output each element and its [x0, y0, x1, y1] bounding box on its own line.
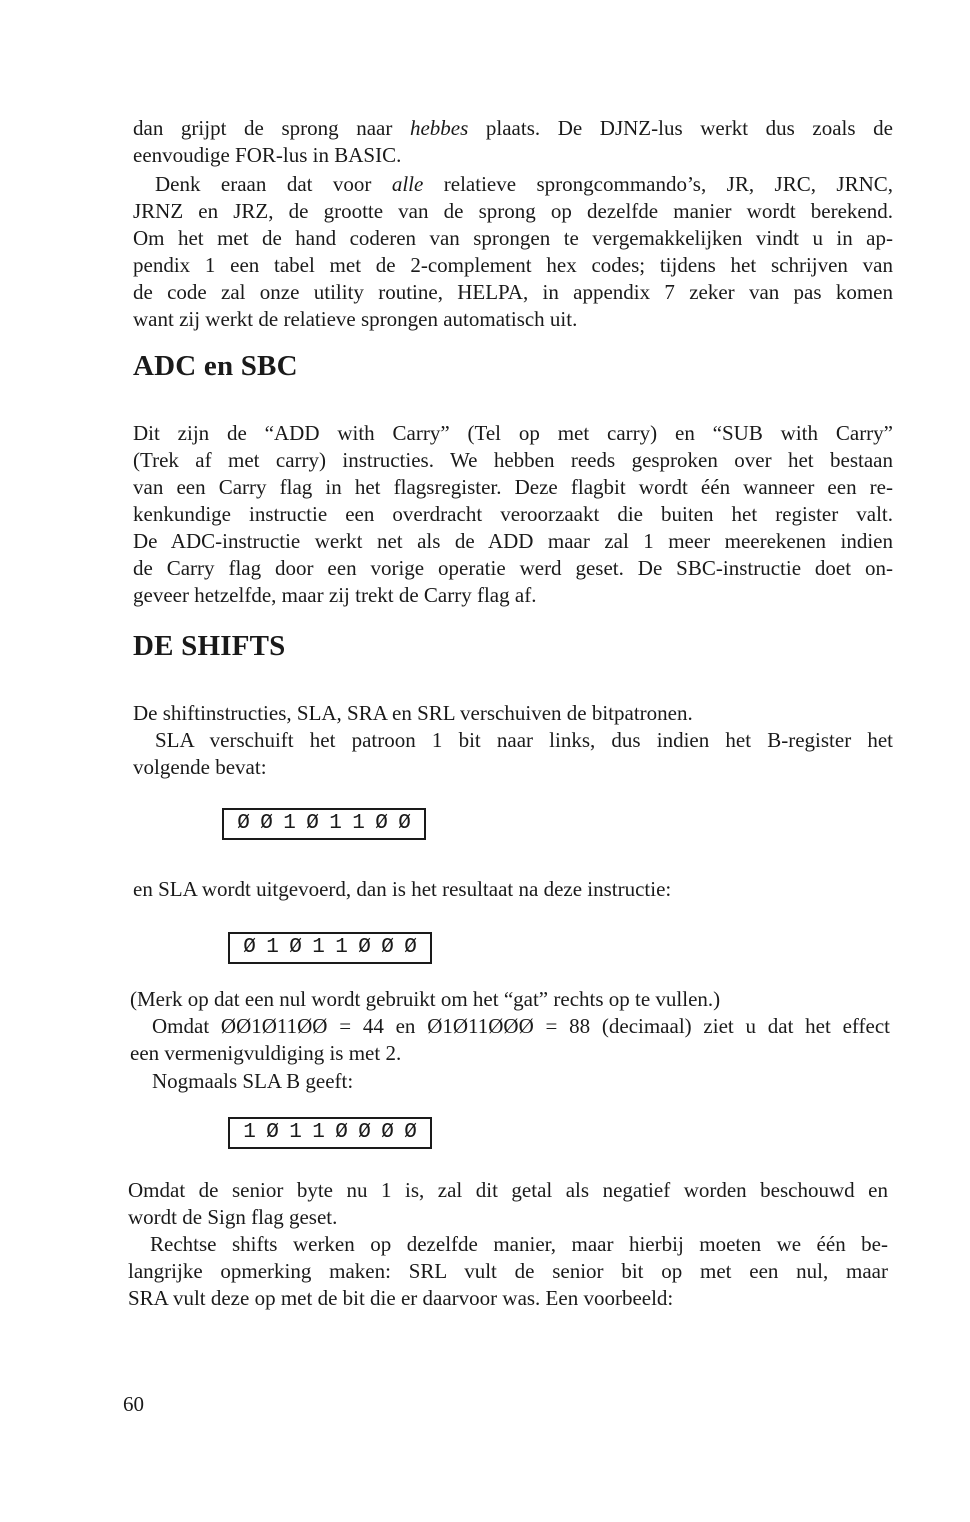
paragraph-sla-result: [133, 876, 893, 903]
paragraph-sla-explanation: [133, 727, 893, 781]
text-line: Nogmaals SLA B geeft:: [152, 1069, 354, 1093]
bit-cell: Ø: [289, 936, 302, 959]
paragraph-shift-intro: [133, 700, 893, 727]
text-line: (Merk op dat een nul wordt gebruikt om het “gat” rechts op te vullen.): [130, 987, 721, 1011]
paragraph-right-shifts: [128, 1231, 888, 1312]
bit-cell: Ø: [237, 812, 250, 835]
paragraph-multiplication: [130, 1013, 890, 1067]
bit-cell: Ø: [381, 936, 394, 959]
text-line: wordt de Sign flag geset.: [128, 1205, 338, 1229]
text-line: Om het met de hand coderen van sprongen te vergemakkelijken vindt u in ap-: [133, 226, 893, 250]
text-line: een vermenigvuldiging is met 2.: [130, 1041, 402, 1065]
paragraph-relative-jumps: [133, 171, 893, 333]
text-line: pendix 1 een tabel met de 2-complement hex codes; tijdens het schrijven van: [133, 253, 893, 277]
register-bit-pattern-2: [228, 932, 432, 964]
register-bit-pattern-3: [228, 1117, 432, 1149]
text-line: want zij werkt de relatieve sprongen automatisch uit.: [133, 307, 578, 331]
bit-cell: Ø: [375, 812, 388, 835]
text-line: De shiftinstructies, SLA, SRA en SRL verschuiven de bitpatronen.: [133, 701, 693, 725]
bit-cell: 1: [335, 936, 348, 959]
bit-cell: Ø: [398, 812, 411, 835]
bit-cell: 1: [312, 936, 325, 959]
text-line: Denk eraan dat voor alle relatieve sprongcommando’s, JR, JRC, JRNC,: [155, 172, 894, 196]
bit-cell: 1: [283, 812, 296, 835]
text-line: Dit zijn de “ADD with Carry” (Tel op met carry) en “SUB with Carry”: [133, 421, 893, 445]
paragraph-sla-again: [130, 1068, 890, 1095]
text-line: SRA vult deze op met de bit die er daarvoor was. Een voorbeeld:: [128, 1286, 674, 1310]
bit-cell: 1: [289, 1121, 302, 1144]
text-line: en SLA wordt uitgevoerd, dan is het resultaat na deze instructie:: [133, 877, 672, 901]
text-line: eenvoudige FOR-lus in BASIC.: [133, 143, 402, 167]
bit-cell: 1: [266, 936, 279, 959]
text-line: De ADC-instructie werkt net als de ADD maar zal 1 meer meerekenen indien: [133, 529, 893, 553]
text-line: Omdat de senior byte nu 1 is, zal dit getal als negatief worden beschouwd en: [128, 1178, 888, 1202]
paragraph-sign-flag: [128, 1177, 888, 1231]
bit-cell: Ø: [260, 812, 273, 835]
bit-cell: 1: [329, 812, 342, 835]
text-line: de code zal onze utility routine, HELPA, in appendix 7 zeker van pas komen: [133, 280, 893, 304]
bit-cell: Ø: [243, 936, 256, 959]
text-line: de Carry flag door een vorige operatie werd geset. De SBC-instructie doet on-: [133, 556, 893, 580]
text-line: SLA verschuift het patroon 1 bit naar links, dus indien het B-register het: [155, 728, 893, 752]
bit-cell: 1: [312, 1121, 325, 1144]
paragraph-djnz: [133, 115, 893, 169]
bit-cell: Ø: [358, 1121, 371, 1144]
text-line: kenkundige instructie een overdracht veroorzaakt die buiten het register valt.: [133, 502, 893, 526]
bit-cell: Ø: [358, 936, 371, 959]
bit-cell: 1: [243, 1121, 256, 1144]
text-line: Rechtse shifts werken op dezelfde manier, maar hierbij moeten we één be-: [150, 1232, 888, 1256]
text-line: JRNZ en JRZ, de grootte van de sprong op dezelfde manier wordt berekend.: [133, 199, 893, 223]
bit-cell: 1: [352, 812, 365, 835]
text-line: volgende bevat:: [133, 755, 267, 779]
section-heading-shifts: DE SHIFTS: [133, 630, 286, 662]
bit-cell: Ø: [335, 1121, 348, 1144]
text-line: langrijke opmerking maken: SRL vult de senior bit op met een nul, maar: [128, 1259, 888, 1283]
text-line: (Trek af met carry) instructies. We hebben reeds gesproken over het bestaan: [133, 448, 893, 472]
bit-cell: Ø: [266, 1121, 279, 1144]
text-line: van een Carry flag in het flagsregister. Deze flagbit wordt één wanneer een re-: [133, 475, 893, 499]
section-heading-adc-sbc: ADC en SBC: [133, 350, 298, 382]
text-line: dan grijpt de sprong naar hebbes plaats. De DJNZ-lus werkt dus zoals de: [133, 116, 893, 140]
text-line: Omdat ØØ1Ø11ØØ = 44 en Ø1Ø11ØØØ = 88 (decimaal) ziet u dat het effect: [152, 1014, 890, 1038]
paragraph-note-gap: [130, 986, 890, 1013]
bit-cell: Ø: [306, 812, 319, 835]
register-bit-pattern-1: [222, 808, 426, 840]
bit-cell: Ø: [404, 936, 417, 959]
text-line: geveer hetzelfde, maar zij trekt de Carry flag af.: [133, 583, 537, 607]
bit-cell: Ø: [404, 1121, 417, 1144]
page-number: 60: [123, 1392, 144, 1416]
paragraph-adc-sbc: [133, 420, 893, 609]
bit-cell: Ø: [381, 1121, 394, 1144]
